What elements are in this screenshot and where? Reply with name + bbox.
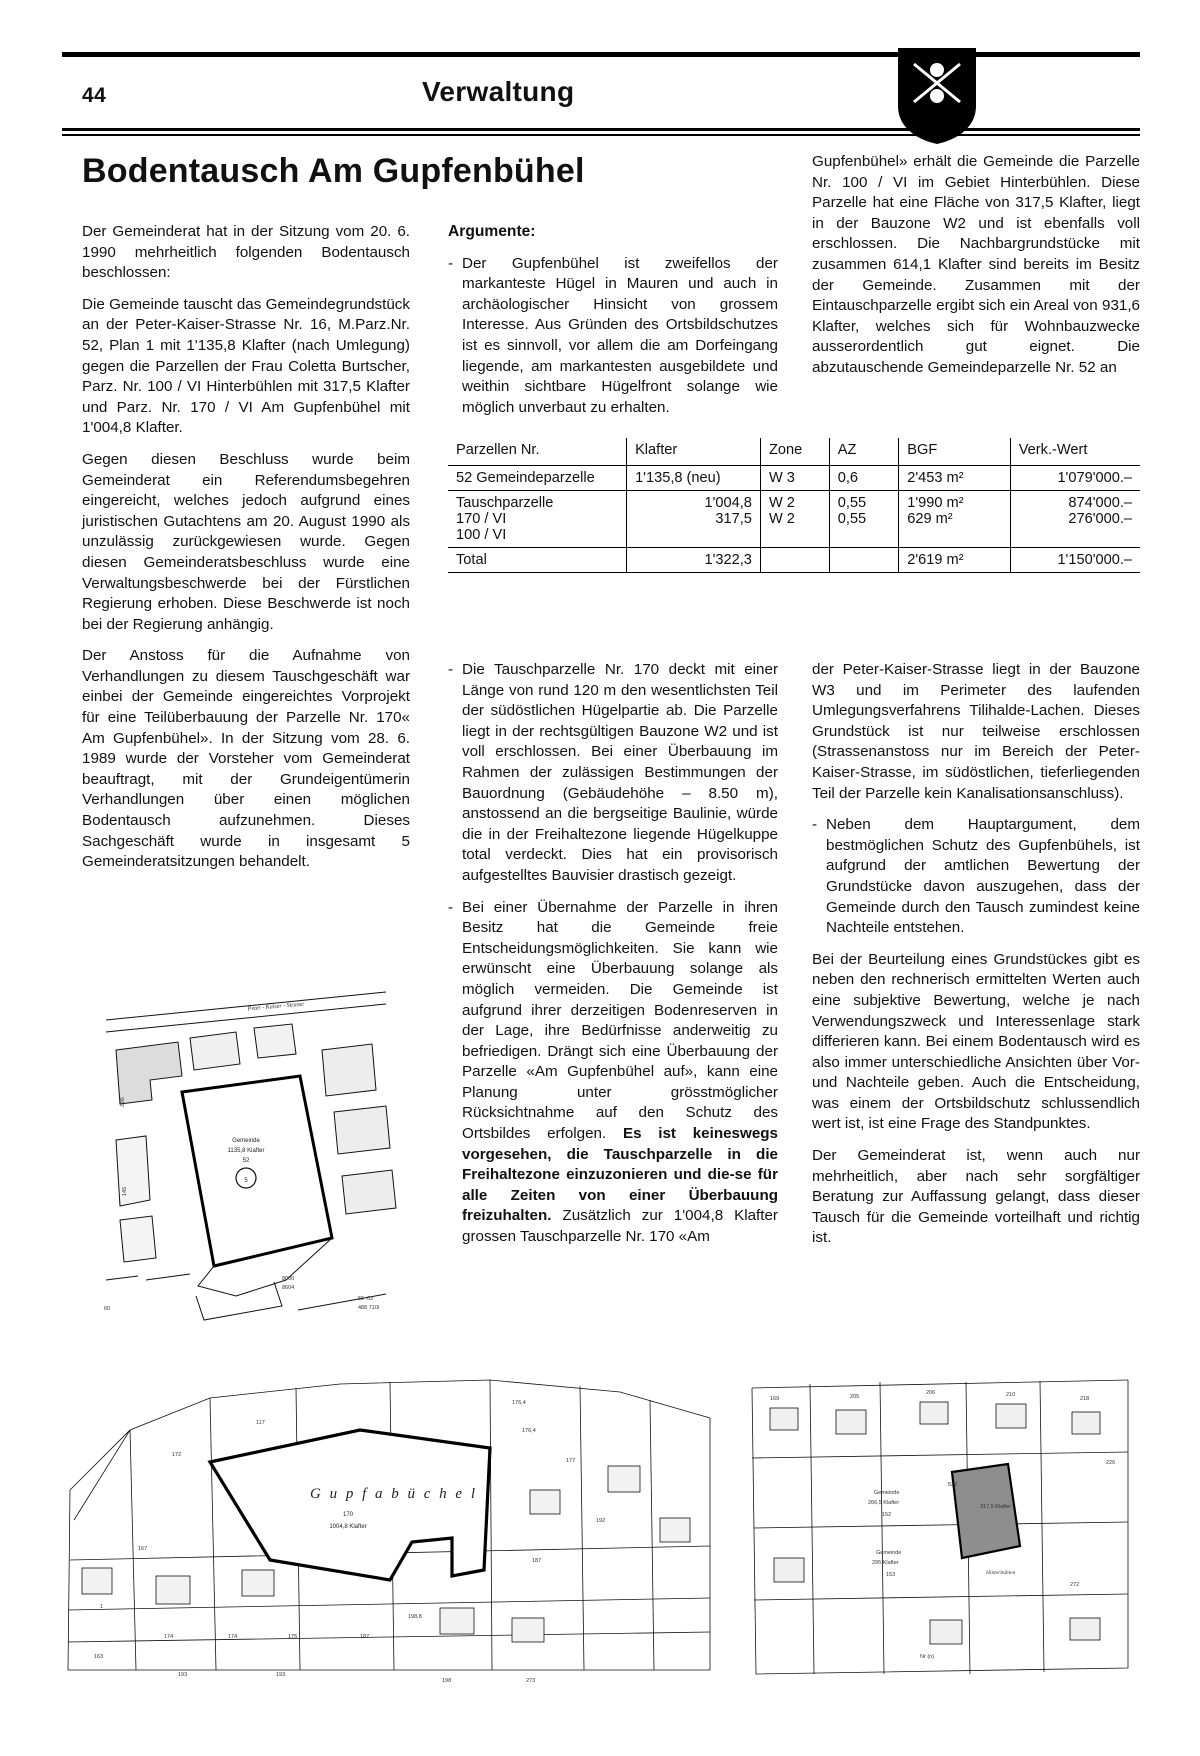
plan-number: 172 bbox=[172, 1452, 182, 1458]
plan-number: 167 bbox=[138, 1546, 148, 1552]
plan-number: 1 bbox=[100, 1604, 104, 1610]
list-item-text-bold: Es ist keineswegs vorgesehen, die Tauschparzelle in die Freihaltezone einzuzonieren und die-se für alle Zeiten von einer Überbauung freizuhalten. bbox=[462, 1125, 778, 1225]
table-cell bbox=[627, 491, 761, 548]
plan-number: 163 bbox=[94, 1654, 104, 1660]
paragraph: Der Gemeinderat hat in der Sitzung vom 20. 6. 1990 mehrheitlich folgenden Bodentausch beschlossen: bbox=[82, 223, 410, 282]
plan-corner-label: 8000 bbox=[282, 1276, 295, 1282]
list-item-text-part1: Bei einer Übernahme der Parzelle in ihren Besitz hat die Gemeinde freie Entscheidungsmöglichkeiten. Sie kann wie erwünscht eine Überbauung solange als möglich vermeiden. Die Gemeinde ist aufgrund ihrer derzeitigen Bodenreserven in der Lage, ihre Bedürfnisse anderweitig zu befriedigen. Drängt sich eine Überbauung der Parzelle «Am Gupfenbühel auf», kann eine Planung unter grösstmöglicher Rücksichtnahme auf den Schutz des Ortsbildes erfolgen. bbox=[462, 898, 778, 1143]
gemeinde-wappen-icon bbox=[894, 44, 980, 148]
plan-number: 176,4 bbox=[512, 1400, 526, 1406]
table-cell: 1'079'000.– bbox=[1010, 466, 1140, 491]
plan-label: 295 Klafter bbox=[872, 1560, 899, 1566]
plan-number: 187 bbox=[360, 1634, 370, 1640]
paragraph: Der Anstoss für die Aufnahme von Verhandlungen zu diesem Tauschgeschäft war einbei der Gemeinde eingereichtes Vorprojekt für eine Teilüberbauung der Parzelle Nr. 170« Am Gupfenbühel». In der Sitzung vom 28. 6. 1989 wurde der Vorsteher vom Gemeinderat beauftragt, mit der Grundeigentümerin Verhandlungen über einen möglichen Bodentausch aufzunehmen. Dieses Sachgeschäft wurde in insgesamt 5 Gemeinderatsitzungen behandelt. bbox=[82, 647, 410, 871]
parcel-label-line: 1135,8 Klafter bbox=[227, 1148, 265, 1154]
table-cell-line: 276'000.– bbox=[1068, 511, 1132, 527]
plan-label: Gemeinde bbox=[874, 1490, 900, 1496]
parcel-label-line: Gemeinde bbox=[232, 1138, 260, 1144]
plan-label: 152 bbox=[882, 1512, 892, 1518]
article-headline: Bodentausch Am Gupfenbühel bbox=[82, 152, 585, 190]
plan-label: Gemeinde bbox=[876, 1550, 902, 1556]
plan-label: 206 bbox=[926, 1390, 936, 1396]
plan-edge-label: .000 bbox=[120, 1097, 126, 1108]
list-item-text-part2: Zusätzlich zur 1'004,8 Klafter grossen Tauschparzelle Nr. 170 «Am bbox=[462, 1207, 778, 1246]
table-header-cell: Verk.-Wert bbox=[1010, 438, 1140, 466]
plan-number: 198 bbox=[442, 1678, 452, 1684]
table-cell: 1'135,8 (neu) bbox=[627, 466, 761, 491]
table-cell: 1'322,3 bbox=[627, 548, 761, 573]
table-cell bbox=[1010, 491, 1140, 548]
parzellen-table bbox=[448, 438, 1140, 573]
arguments-list-lower bbox=[448, 660, 778, 1248]
paragraph: Bei der Beurteilung eines Grundstückes gibt es neben den rechnerisch ermittelten Werten auch eine subjektive Bewertung, welche je nach Verwendungszweck und Interessenlage stark differieren kann. Bei einem Bodentausch wird es also immer unterschiedliche Ansichten über Vor- und Nachteile geben. Auch die Entscheidung, was einem der Ortsbildschutz schlussendlich wert ist, ist eine Frage des Standpunktes. bbox=[812, 950, 1140, 1133]
list-item: - Die Tauschparzelle Nr. 170 deckt mit einer Länge von rund 120 m den wesentlichsten Teil der südöstlichen Hügelpartie ab. Die Parzelle liegt in der rechtsgültigen Bauzone W2 und ist voll erschlossen. Bei einer Überbauung im Rahmen der zulässigen Bestimmungen der Bauordnung (Gebäudehöhe – 8.50 m), anstossend an die bergseitige Baulinie, würde die in der Freihaltezone liegende Hügelkuppe total verdeckt. Dies hat ein provisorisch aufgestelltes Bauvisier drastisch gezeigt. bbox=[448, 660, 778, 887]
list-item bbox=[448, 898, 778, 1248]
table-cell-line: 874'000.– bbox=[1068, 495, 1132, 511]
plan-number: 175 bbox=[288, 1634, 298, 1640]
table-row bbox=[448, 491, 1140, 548]
section-title: Verwaltung bbox=[422, 76, 575, 107]
page-header bbox=[62, 52, 1140, 132]
arguments-list-right bbox=[812, 815, 1140, 939]
plan-label: 272 bbox=[1070, 1582, 1080, 1588]
table-header-cell: Klafter bbox=[627, 438, 761, 466]
paragraph: der Peter-Kaiser-Strasse liegt in der Bauzone W3 und im Perimeter des laufenden Umlegungsverfahrens Tilihalde-Lachen. Dieses Grundstück ist nur teilweise erschlossen (Strassenanstoss nur im Bereich der Peter-Kaiser-Strasse, im südöstlichen, tieferliegenden Teil der Parzelle kein Kanalisationsanschluss). bbox=[812, 661, 1140, 802]
body-column-middle-lower bbox=[448, 660, 778, 1259]
plan-number: 187 bbox=[532, 1558, 542, 1564]
situationsplan-parzelle-52 bbox=[86, 980, 416, 1350]
plan-number: 198,8 bbox=[408, 1614, 422, 1620]
table-cell-line: Tauschparzelle bbox=[456, 495, 554, 511]
plan-edge-label: 145 bbox=[122, 1186, 128, 1196]
body-column-right-lower bbox=[812, 660, 1140, 1249]
plan-label: 205 bbox=[850, 1394, 860, 1400]
plan-label: 522 bbox=[948, 1482, 958, 1488]
plan-number: 273 bbox=[526, 1678, 536, 1684]
table-cell-line: W 2 bbox=[768, 495, 795, 511]
table-cell-line: W 2 bbox=[768, 511, 795, 527]
parcel-label-line: 52 bbox=[242, 1158, 250, 1164]
table-cell-line: 170 / VI bbox=[456, 511, 507, 527]
table-cell-line: 0,55 bbox=[837, 511, 867, 527]
table-cell bbox=[829, 491, 899, 548]
table-cell: 2'619 m² bbox=[899, 548, 1011, 573]
table-cell-line: 629 m² bbox=[907, 511, 953, 527]
plan-number: 192 bbox=[596, 1518, 606, 1524]
plan-label: 210 bbox=[1006, 1392, 1016, 1398]
table-cell-line: 100 / VI bbox=[456, 527, 507, 543]
paragraph: Der Gemeinderat ist, wenn auch nur mehrheitlich, aber nach sehr sorgfältiger Beratung zur Auffassung gelangt, dass dieser Tausch für die Gemeinde vorteilhaft und richtig ist. bbox=[812, 1147, 1140, 1247]
paragraph: Gegen diesen Beschluss wurde beim Gemeinderat ein Referendumsbegehren eingereicht, welches jedoch aufgrund eines juristischen Gutachtens am 20. August 1990 als unzulässig zurückgewiesen wurde. Gegen diesen Gemeinderatsbeschluss wurde eine Verwaltungsbeschwerde bei der Fürstlichen Regierung erhoben. Diese Beschwerde ist noch bei der Regierung anhängig. bbox=[82, 450, 410, 633]
table-cell: 52 Gemeindeparzelle bbox=[448, 466, 627, 491]
table-cell-line: 317,5 bbox=[715, 511, 752, 527]
plan-number: 174 bbox=[164, 1634, 174, 1640]
plan-label: 317,5 Klafter bbox=[980, 1504, 1012, 1510]
plan-corner-label: 60 bbox=[104, 1306, 111, 1312]
list-item: - Der Gupfenbühel ist zweifellos der markanteste Hügel in Mauren und auch in archäologischer Hinsicht von grossem Interesse. Aus Gründen des Ortsbildschutzes ist es sinnvoll, vor allem die am Dorfeingang liegende, am markantesten ausgebildete und weithin sichtbare Hügelfront solange wie möglich unverbaut zu erhalten. bbox=[448, 254, 778, 419]
table-cell: W 3 bbox=[760, 466, 829, 491]
table-header-cell: Zone bbox=[760, 438, 829, 466]
table-cell bbox=[899, 491, 1011, 548]
plan-label: 169 bbox=[770, 1396, 780, 1402]
table-cell bbox=[829, 548, 899, 573]
plan-corner-label: 55 .02 bbox=[358, 1296, 374, 1302]
plan-label: 226 bbox=[1106, 1460, 1116, 1466]
paragraph: Die Gemeinde tauscht das Gemeindegrundstück an der Peter-Kaiser-Strasse Nr. 16, M.Parz.Nr. 52, Plan 1 mit 1'135,8 Klafter (nach Umlegung) gegen die Parzellen der Frau Coletta Burtscher, Parz. Nr. 100 / VI Hinterbühlen mit 317,5 Klafter und Parz. Nr. 170 / VI Am Gupfenbühel mit 1'004,8 Klafter. bbox=[82, 295, 410, 437]
table-cell: 1'150'000.– bbox=[1010, 548, 1140, 573]
table-cell: Total bbox=[448, 548, 627, 573]
plan-label: 218 bbox=[1080, 1396, 1090, 1402]
table-cell: 2'453 m² bbox=[899, 466, 1011, 491]
plan-number: 117 bbox=[256, 1420, 265, 1426]
table-cell-line: 1'990 m² bbox=[907, 495, 964, 511]
plan-label: 153 bbox=[886, 1572, 896, 1578]
plan-number: 176,4 bbox=[522, 1428, 536, 1434]
table-cell bbox=[760, 548, 829, 573]
list-item: - Neben dem Hauptargument, dem bestmöglichen Schutz des Gupfenbühels, ist aufgrund der amtlichen Bewertung der Grundstücke davon auszugehen, dass der Gemeinde durch den Tausch zumindest keine Nachteile entstehen. bbox=[812, 815, 1140, 939]
arguments-subhead: Argumente: bbox=[448, 223, 536, 240]
paragraph: Gupfenbühel» erhält die Gemeinde die Parzelle Nr. 100 / VI im Gebiet Hinterbühlen. Diese Parzelle hat eine Fläche von 317,5 Klafter, liegt in der Bauzone W2 und ist ebenfalls voll erschlossen. Die Nachbargrundstücke mit zusammen 614,1 Klafter sind bereits im Besitz der Gemeinde. Zusammen mit der Eintauschparzelle ergibt sich ein Areal von 931,6 Klafter, welches sich für Wohnbauzwecke ausserordentlich gut eignet. Die abzutauschende Gemeindeparzelle Nr. 52 an bbox=[812, 153, 1140, 376]
body-column-right-upper bbox=[812, 152, 1140, 379]
parcel-area: 1004,8 Klafter bbox=[329, 1524, 367, 1530]
table-row-total bbox=[448, 548, 1140, 573]
table-row bbox=[448, 466, 1140, 491]
parcel-number: 170 bbox=[342, 1512, 354, 1518]
table-header-cell: AZ bbox=[829, 438, 899, 466]
street-label: Peter - Kaiser - Strasse bbox=[247, 1001, 305, 1013]
plan-marker-circle bbox=[236, 1168, 256, 1188]
plan-hinterbuehlen-parzelle-100 bbox=[740, 1368, 1140, 1688]
body-column-left bbox=[82, 222, 410, 873]
table-cell: 0,6 bbox=[829, 466, 899, 491]
plan-number: 177 bbox=[566, 1458, 576, 1464]
plan-number: 174 bbox=[228, 1634, 238, 1640]
table-cell bbox=[760, 491, 829, 548]
map-title: G u p f a b ü c h e l bbox=[310, 1486, 478, 1502]
arguments-list-upper bbox=[448, 254, 778, 419]
plan-corner-label: 488 710i bbox=[358, 1305, 380, 1311]
plan-marker-label: 5 bbox=[244, 1178, 248, 1184]
plan-number: 193 bbox=[178, 1672, 188, 1678]
table-cell bbox=[448, 491, 627, 548]
table-cell-line: 0,55 bbox=[837, 495, 867, 511]
plan-label: Hinterbühlen bbox=[986, 1570, 1016, 1576]
plan-corner-label: 8604 bbox=[282, 1285, 295, 1291]
plan-label: 266,5 Klafter bbox=[868, 1500, 900, 1506]
table-header-cell: BGF bbox=[899, 438, 1011, 466]
table-header-cell: Parzellen Nr. bbox=[448, 438, 627, 466]
plan-number: 193 bbox=[276, 1672, 286, 1678]
body-column-middle-upper bbox=[448, 222, 778, 429]
plan-label: Nr (n) bbox=[920, 1654, 935, 1660]
table-header-row bbox=[448, 438, 1140, 466]
table-cell-line: 1'004,8 bbox=[704, 495, 752, 511]
uebersichtsplan-gupfenbuehel bbox=[60, 1370, 720, 1690]
parzellen-table-wrap bbox=[448, 438, 1140, 573]
page-number: 44 bbox=[82, 84, 107, 107]
